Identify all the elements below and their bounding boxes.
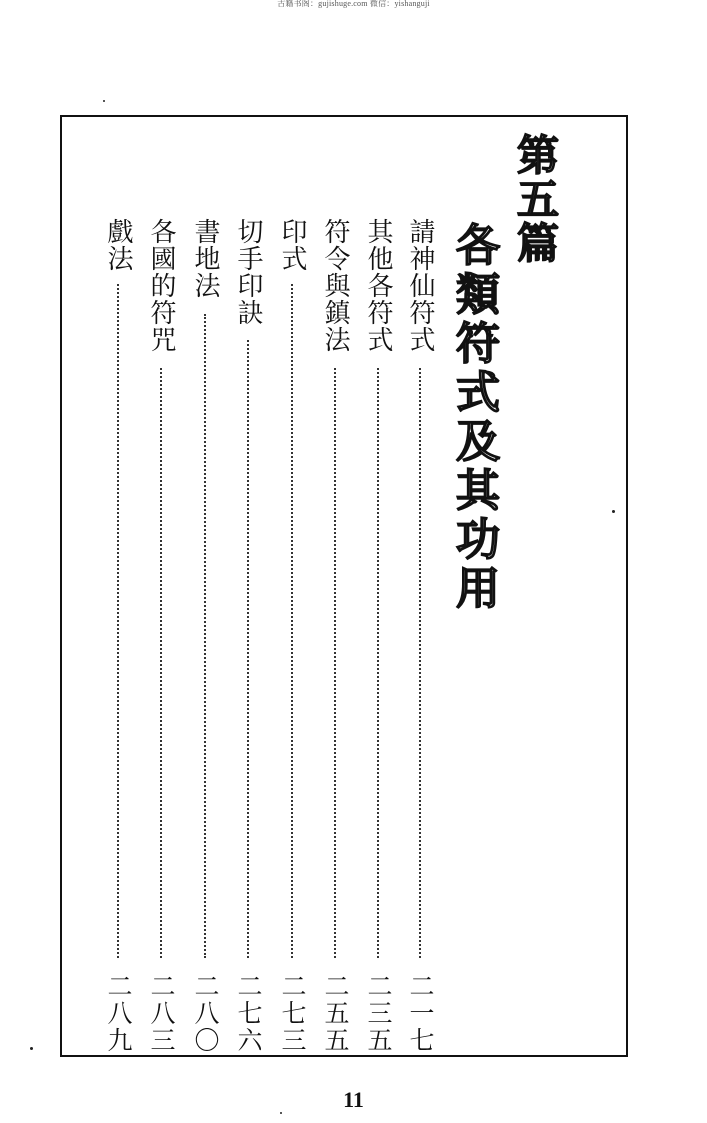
watermark: 古籍书阁：gujishuge.com 微信：yishanguji bbox=[277, 0, 430, 8]
scan-speck bbox=[103, 100, 105, 102]
dot-leader bbox=[204, 314, 206, 958]
dot-leader bbox=[117, 284, 119, 958]
toc-entry-page: 二七三 bbox=[278, 973, 307, 1054]
toc-entry[interactable] bbox=[233, 218, 263, 1056]
dot-leader bbox=[291, 284, 293, 958]
toc-entry-page: 二八〇 bbox=[191, 973, 220, 1054]
part-title: 各類符式及其功用 bbox=[448, 222, 499, 614]
section-heading: 第五篇 bbox=[511, 133, 560, 265]
toc-entry-title: 請神仙符式 bbox=[405, 218, 435, 353]
toc-entry-title: 切手印訣 bbox=[233, 218, 263, 326]
toc-entry-page: 二五五 bbox=[321, 973, 350, 1054]
toc-entry[interactable] bbox=[320, 218, 350, 1056]
scan-speck bbox=[280, 1112, 282, 1114]
dot-leader bbox=[247, 340, 249, 958]
scan-speck bbox=[30, 1047, 33, 1050]
toc-entry-page: 二七六 bbox=[234, 973, 263, 1054]
dot-leader bbox=[160, 368, 162, 958]
toc-entry[interactable] bbox=[277, 218, 307, 1056]
toc-entry[interactable] bbox=[363, 218, 393, 1056]
toc-entry-page: 二一七 bbox=[406, 973, 435, 1054]
toc-entry-page: 二三五 bbox=[364, 973, 393, 1054]
toc-entry-title: 書地法 bbox=[190, 218, 220, 299]
toc-entry[interactable] bbox=[190, 218, 220, 1056]
toc-entry-title: 各國的符咒 bbox=[146, 218, 176, 353]
dot-leader bbox=[334, 368, 336, 958]
toc-entry-title: 印式 bbox=[277, 218, 307, 272]
toc-entry[interactable] bbox=[146, 218, 176, 1056]
toc-entry-page: 二八九 bbox=[104, 973, 133, 1054]
toc-entry[interactable] bbox=[103, 218, 133, 1056]
dot-leader bbox=[419, 368, 421, 958]
toc-entry-page: 二八三 bbox=[147, 973, 176, 1054]
toc-entry[interactable] bbox=[405, 218, 435, 1056]
toc-entry-title: 符令與鎮法 bbox=[320, 218, 350, 353]
toc-entry-title: 戲法 bbox=[103, 218, 133, 272]
scan-speck bbox=[612, 510, 615, 513]
page-number: 11 bbox=[343, 1087, 364, 1112]
dot-leader bbox=[377, 368, 379, 958]
toc-entry-title: 其他各符式 bbox=[363, 218, 393, 353]
